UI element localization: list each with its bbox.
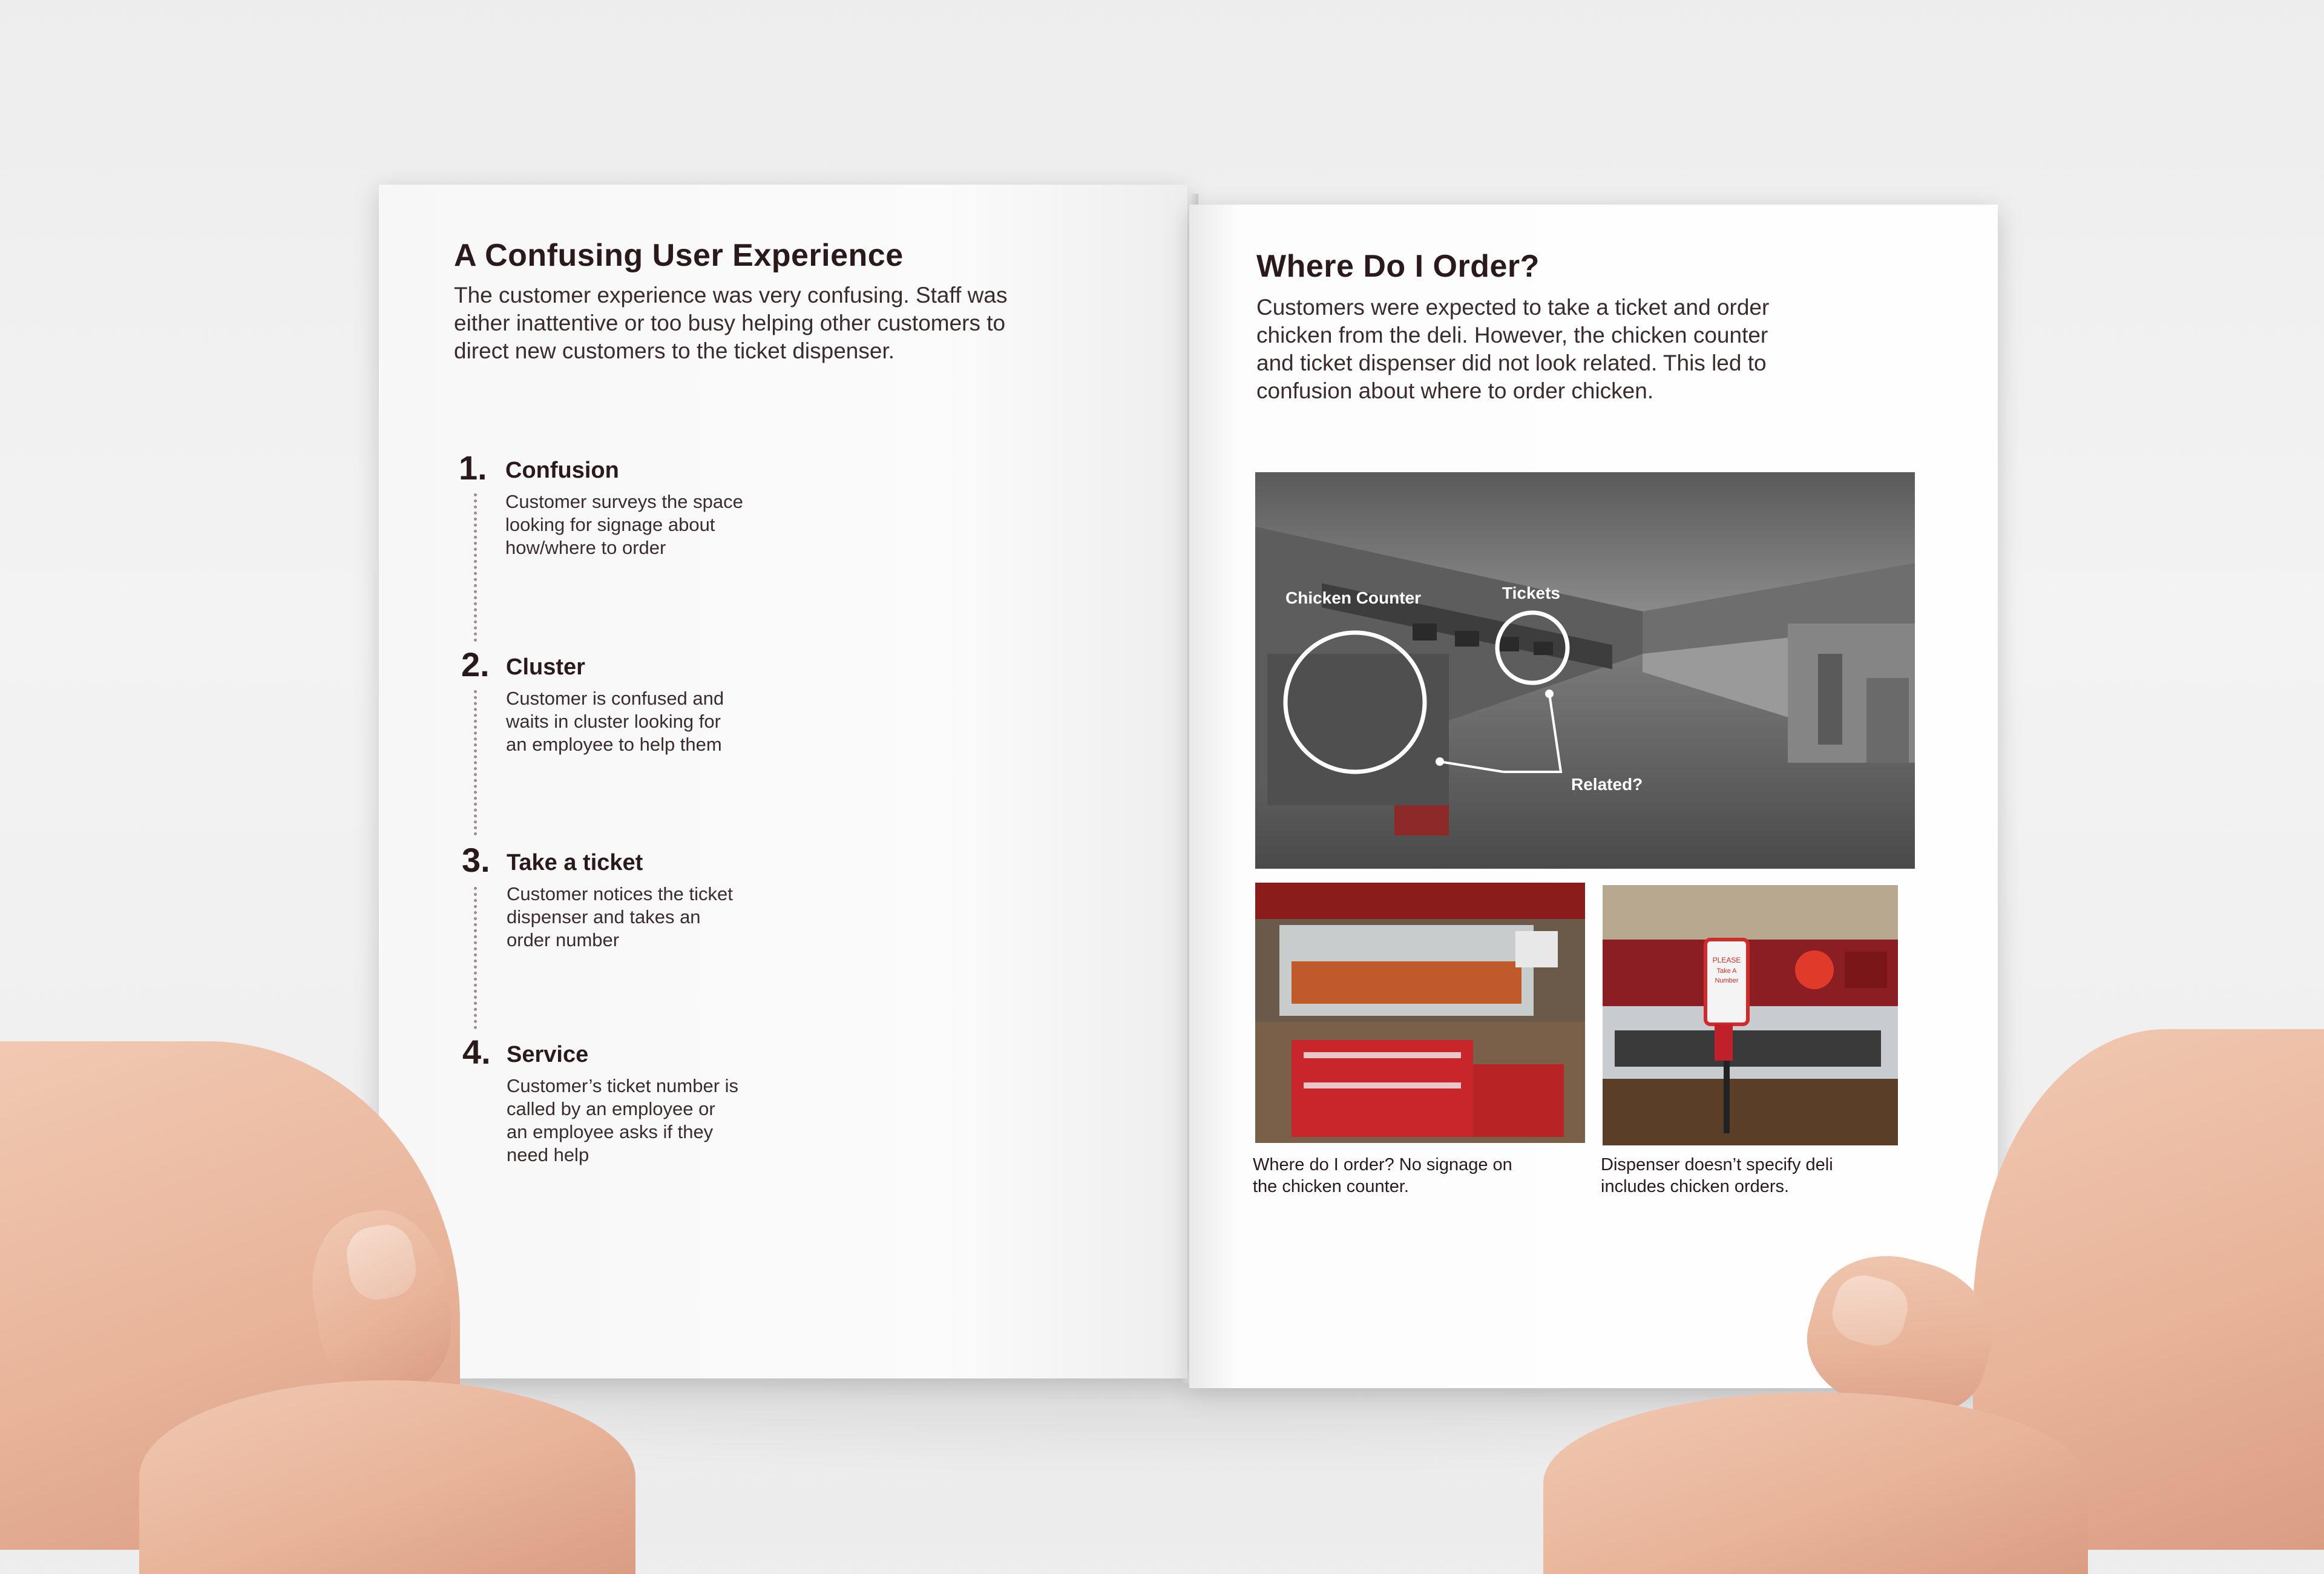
step-title: Confusion: [505, 458, 619, 483]
store-aisle-illustration: [1255, 472, 1915, 869]
chicken-counter-caption: [1253, 1154, 1512, 1197]
intro-line: Customers were expected to take a ticket and order: [1256, 295, 1770, 320]
step-number: 1.: [459, 449, 487, 487]
store-aisle-photo: [1255, 472, 1915, 869]
right-fingers: [1543, 1392, 2088, 1574]
step-desc-line: order number: [507, 929, 620, 950]
ticket-dispenser-photo: [1603, 885, 1898, 1145]
left-page-title: A Confusing User Experience: [454, 238, 904, 273]
step-desc-line: Customer is confused and: [506, 688, 724, 709]
sign-text: PLEASE: [1712, 956, 1741, 964]
timeline-connector: [474, 887, 477, 1029]
step-desc-line: dispenser and takes an: [507, 906, 701, 927]
step-desc-line: Customer’s ticket number is: [507, 1075, 739, 1096]
related-label: Related?: [1571, 775, 1643, 794]
step-description: [507, 883, 821, 952]
caption-line: includes chicken orders.: [1601, 1177, 1790, 1196]
timeline-connector: [474, 690, 477, 835]
step-desc-line: Customer notices the ticket: [507, 883, 733, 904]
intro-line: confusion about where to order chicken.: [1256, 378, 1654, 403]
step-desc-line: Customer surveys the space: [505, 491, 743, 512]
chicken-counter-illustration: [1255, 883, 1585, 1143]
intro-line: and ticket dispenser did not look related. This led to: [1256, 351, 1767, 375]
step-description: [506, 687, 821, 756]
step-desc-line: looking for signage about: [505, 514, 715, 535]
chicken-counter-photo: [1255, 883, 1585, 1143]
sign-text: Number: [1715, 977, 1739, 984]
step-number: 3.: [462, 841, 490, 879]
step-description: [507, 1075, 821, 1167]
step-desc-line: an employee asks if they: [507, 1121, 714, 1142]
step-title: Take a ticket: [507, 850, 643, 875]
intro-line: either inattentive or too busy helping other customers to: [454, 311, 1006, 335]
intro-line: chicken from the deli. However, the chicken counter: [1256, 323, 1768, 347]
right-page-intro: [1256, 294, 1958, 405]
step-desc-line: waits in cluster looking for: [506, 711, 721, 732]
caption-line: Where do I order? No signage on: [1253, 1155, 1512, 1174]
intro-line: direct new customers to the ticket dispenser.: [454, 338, 895, 363]
step-number: 4.: [462, 1033, 491, 1071]
step-title: Cluster: [506, 654, 585, 680]
timeline-connector: [474, 493, 477, 642]
tickets-label: Tickets: [1502, 584, 1560, 602]
step-desc-line: how/where to order: [505, 537, 666, 558]
step-number: 2.: [461, 645, 490, 683]
ticket-dispenser-illustration: [1603, 885, 1898, 1145]
step-description: [505, 490, 820, 559]
ticket-dispenser-caption: [1601, 1154, 1833, 1197]
caption-line: Dispenser doesn’t specify deli: [1601, 1155, 1833, 1174]
intro-line: The customer experience was very confusing. Staff was: [454, 283, 1008, 308]
sign-text: Take A: [1716, 967, 1737, 975]
step-desc-line: called by an employee or: [507, 1098, 715, 1119]
chicken-counter-label: Chicken Counter: [1285, 588, 1422, 607]
caption-line: the chicken counter.: [1253, 1177, 1409, 1196]
left-page-intro: [454, 282, 1156, 365]
step-title: Service: [507, 1042, 589, 1067]
step-desc-line: an employee to help them: [506, 734, 722, 755]
step-desc-line: need help: [507, 1144, 589, 1165]
left-fingers: [139, 1380, 635, 1574]
right-page-title: Where Do I Order?: [1256, 249, 1540, 284]
